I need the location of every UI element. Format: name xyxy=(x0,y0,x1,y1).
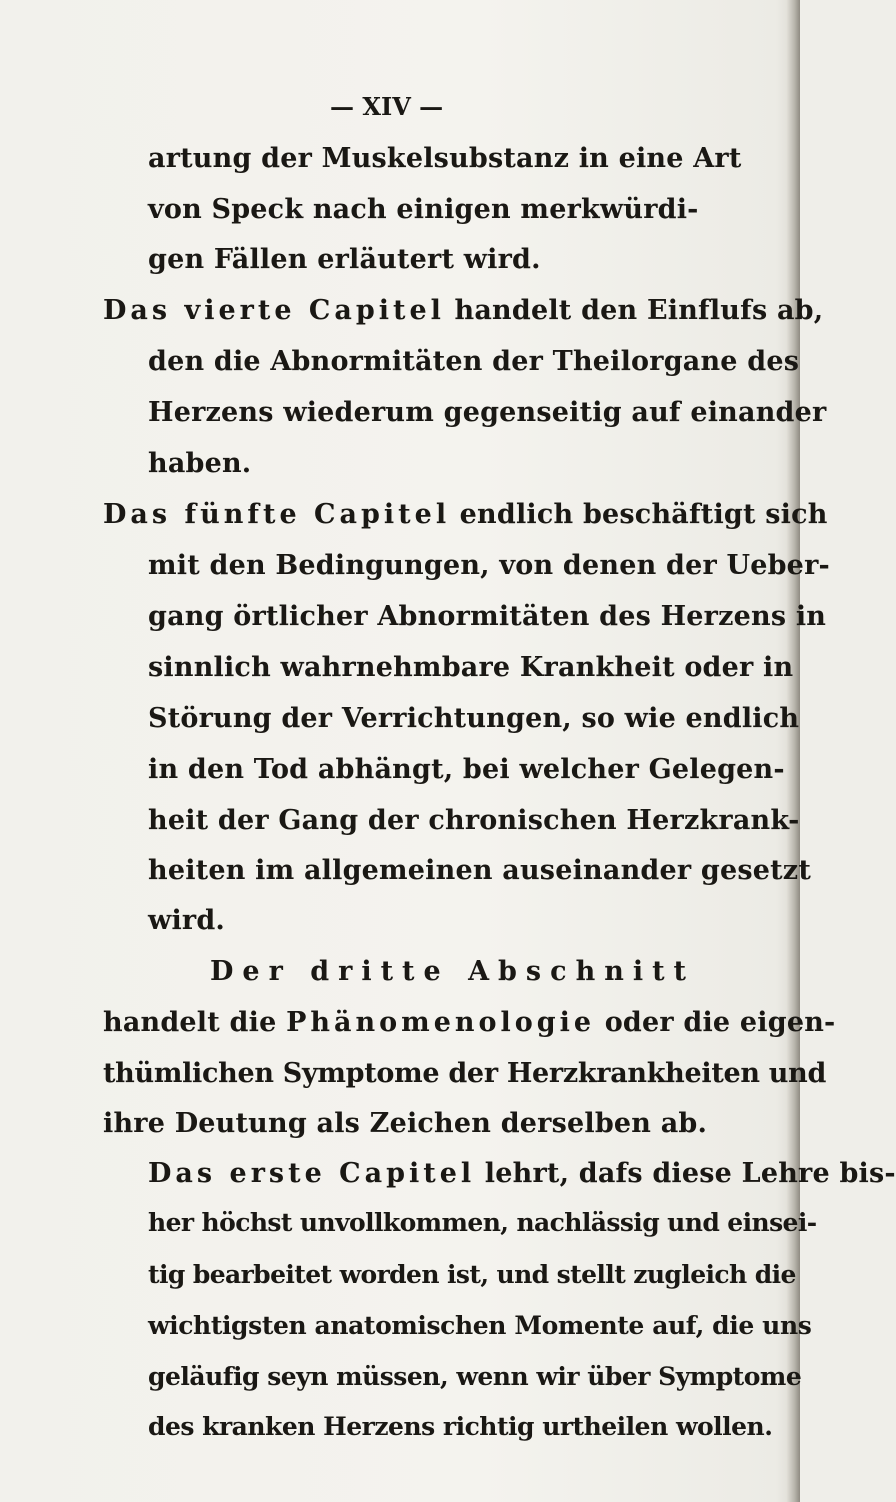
text-line: haben. xyxy=(148,448,252,479)
text-line: handelt die Phänomenologie oder die eigen- xyxy=(103,1007,836,1038)
text-line: her höchst unvollkommen, nachlässig und einsei- xyxy=(148,1208,817,1237)
text-line: heiten im allgemeinen auseinander gesetzt xyxy=(148,855,811,886)
text-line: sinnlich wahrnehmbare Krankheit oder in xyxy=(148,652,794,683)
text-line: artung der Muskelsubstanz in eine Art xyxy=(148,143,742,174)
text-line: tig bearbeitet worden ist, und stellt zugleich die xyxy=(148,1260,796,1289)
chapter-heading: Das vierte Capitel xyxy=(103,295,445,326)
text-line: von Speck nach einigen merkwürdi- xyxy=(148,194,699,225)
text-line: Das erste Capitel lehrt, dafs diese Lehre bis- xyxy=(148,1158,896,1189)
text-line: des kranken Herzens richtig urtheilen wollen. xyxy=(148,1412,773,1441)
chapter-heading: Das erste Capitel xyxy=(148,1158,476,1189)
term-emphasis: Phänomenologie xyxy=(286,1007,596,1038)
text-line: den die Abnormitäten der Theilorgane des xyxy=(148,346,800,377)
section-heading: Der dritte Abschnitt xyxy=(210,956,696,987)
text-line: Das vierte Capitel handelt den Einflufs ab, xyxy=(103,295,824,326)
text-line: mit den Bedingungen, von denen der Ueber- xyxy=(148,550,830,581)
text-line: gen Fällen erläutert wird. xyxy=(148,244,541,275)
text-line: thümlichen Symptome der Herzkrankheiten und xyxy=(103,1058,827,1089)
text-line: wichtigsten anatomischen Momente auf, die uns xyxy=(148,1311,812,1340)
text-line: heit der Gang der chronischen Herzkrank- xyxy=(148,805,800,836)
chapter-heading: Das fünfte Capitel xyxy=(103,499,451,530)
page-number: — XIV — xyxy=(330,92,444,121)
text-line: ihre Deutung als Zeichen derselben ab. xyxy=(103,1108,708,1139)
text-line: in den Tod abhängt, bei welcher Gelegen- xyxy=(148,754,785,785)
text-line: Das fünfte Capitel endlich beschäftigt sich xyxy=(103,499,828,530)
text-line: Störung der Verrichtungen, so wie endlich xyxy=(148,703,800,734)
text-line: Herzens wiederum gegenseitig auf einander xyxy=(148,397,827,428)
text-line: geläufig seyn müssen, wenn wir über Symptome xyxy=(148,1362,802,1391)
text-line: wird. xyxy=(148,905,226,936)
text-line: gang örtlicher Abnormitäten des Herzens in xyxy=(148,601,827,632)
